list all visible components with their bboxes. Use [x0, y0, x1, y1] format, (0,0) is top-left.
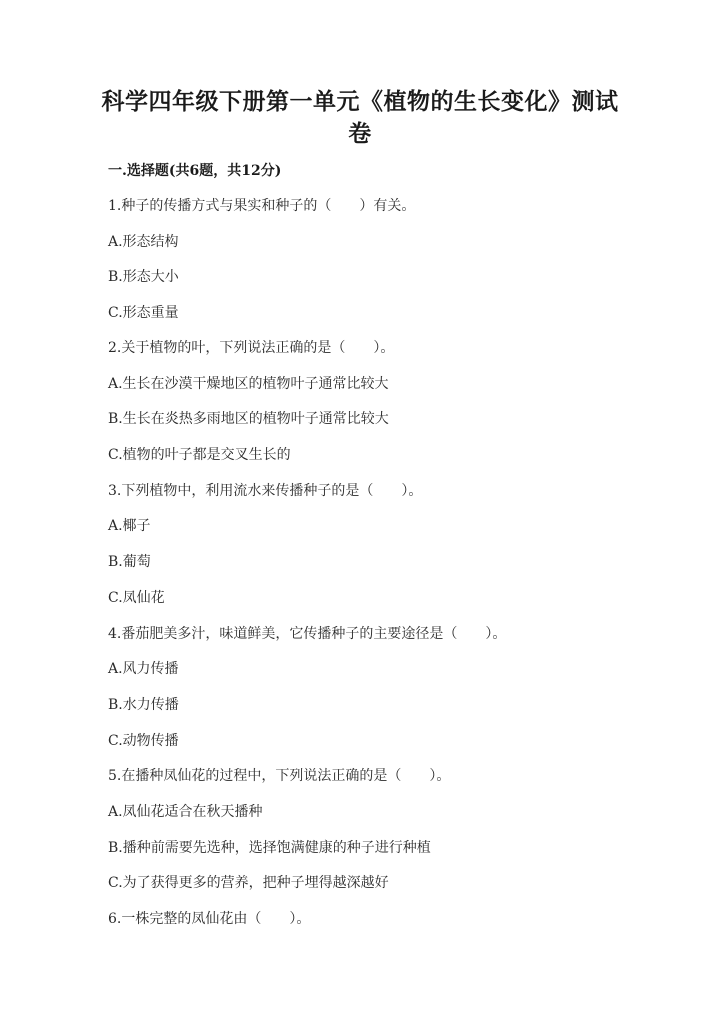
question-1-option-b: B.形态大小	[108, 269, 179, 285]
question-1-option-c: C.形态重量	[108, 305, 179, 321]
question-4-option-a: A.风力传播	[108, 661, 179, 677]
question-3-option-c: C.凤仙花	[108, 590, 165, 606]
question-5-option-b: B.播种前需要先选种，选择饱满健康的种子进行种植	[108, 840, 431, 856]
section-heading: 一.选择题(共6题，共12分)	[108, 163, 282, 179]
question-2-option-c: C.植物的叶子都是交叉生长的	[108, 447, 291, 463]
question-3-stem: 3.下列植物中，利用流水来传播种子的是（ ）。	[108, 483, 423, 499]
question-5-option-a: A.凤仙花适合在秋天播种	[108, 804, 263, 820]
question-2-stem: 2.关于植物的叶，下列说法正确的是（ ）。	[108, 340, 395, 356]
question-4-option-c: C.动物传播	[108, 733, 179, 749]
question-5-stem: 5.在播种凤仙花的过程中，下列说法正确的是（ ）。	[108, 768, 451, 784]
question-5-option-c: C.为了获得更多的营养，把种子埋得越深越好	[108, 875, 389, 891]
question-1-stem: 1.种子的传播方式与果实和种子的（ ）有关。	[108, 198, 416, 214]
exam-title	[100, 86, 620, 150]
question-6-stem: 6.一株完整的凤仙花由（ ）。	[108, 911, 311, 927]
question-3-option-a: A.椰子	[108, 518, 151, 534]
question-2-option-a: A.生长在沙漠干燥地区的植物叶子通常比较大	[108, 376, 389, 392]
question-2-option-b: B.生长在炎热多雨地区的植物叶子通常比较大	[108, 411, 389, 427]
question-4-stem: 4.番茄肥美多汁，味道鲜美，它传播种子的主要途径是（ ）。	[108, 626, 507, 642]
question-4-option-b: B.水力传播	[108, 697, 179, 713]
question-1-option-a: A.形态结构	[108, 234, 179, 250]
question-3-option-b: B.葡萄	[108, 554, 151, 570]
exam-title-line-2: 卷	[348, 120, 372, 147]
exam-title-line-1: 科学四年级下册第一单元《植物的生长变化》测试	[101, 88, 619, 115]
